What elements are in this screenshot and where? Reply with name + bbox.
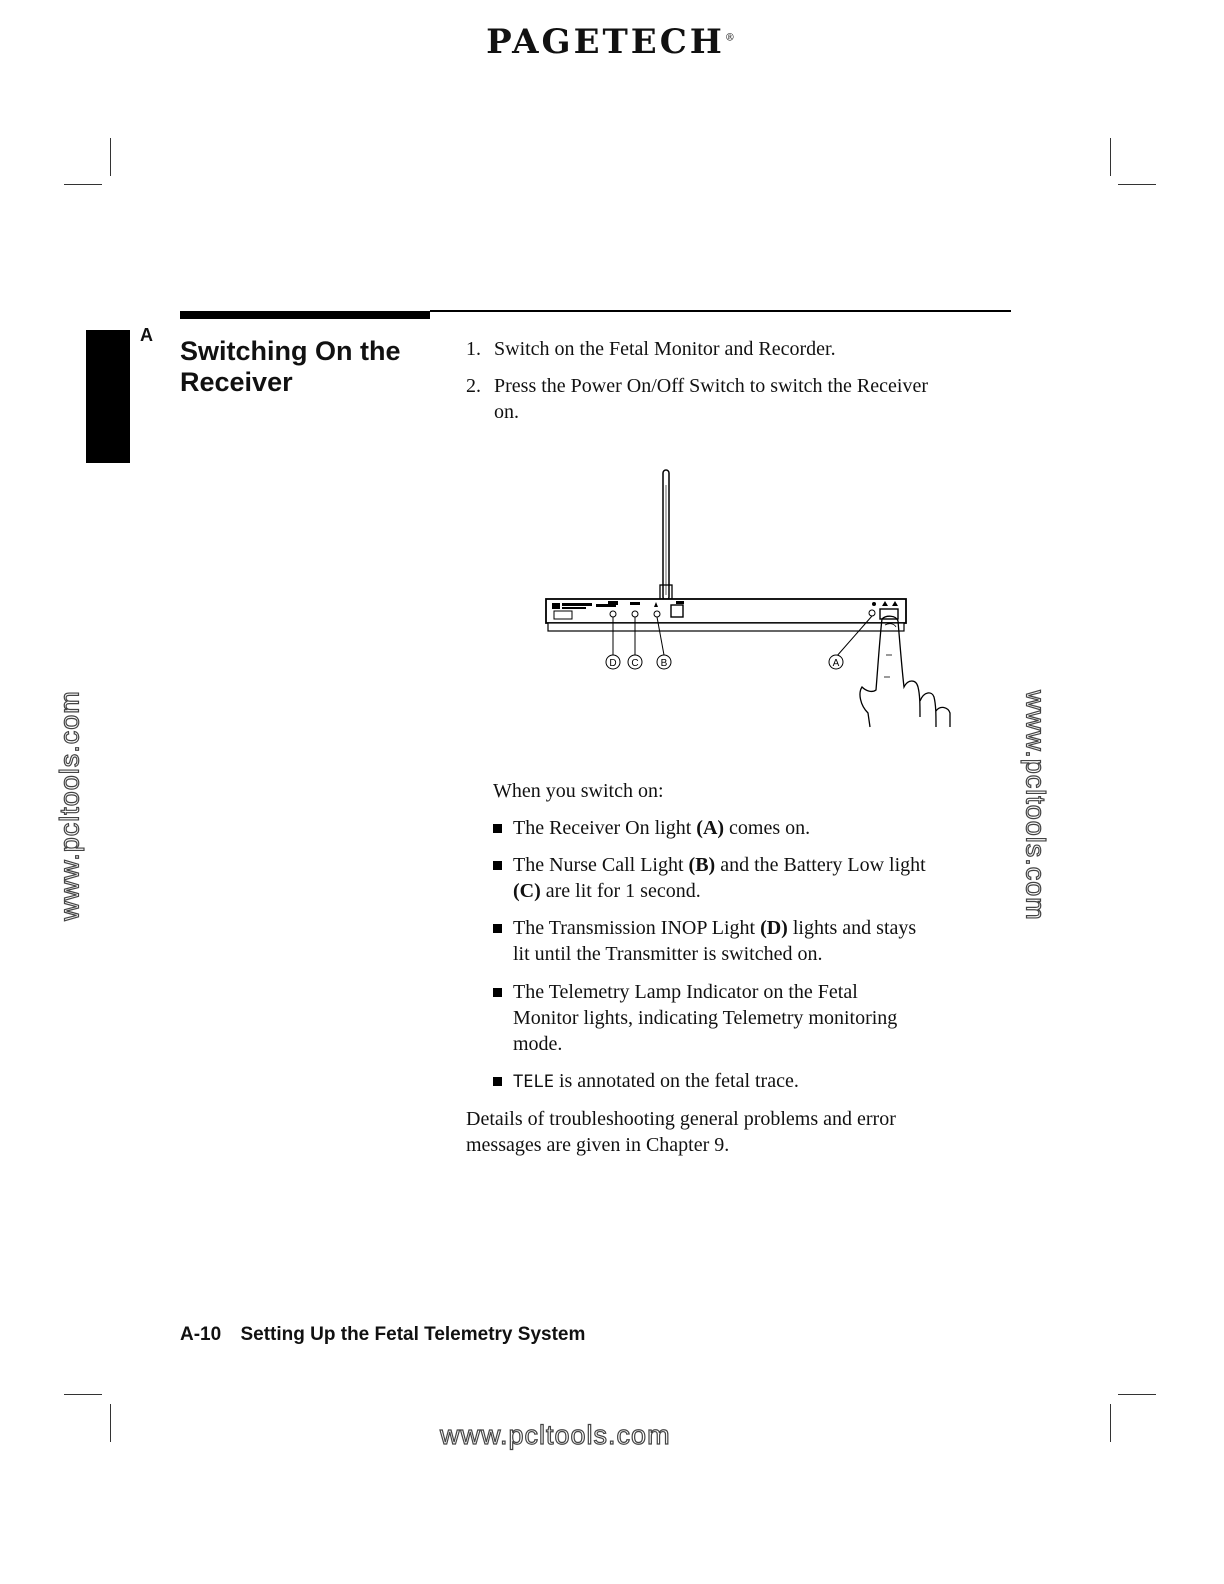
bullet-square-icon xyxy=(493,861,502,870)
bullet-text: Monitor lights, indicating Telemetry monitoring xyxy=(513,1007,898,1029)
callout-ref: (D) xyxy=(760,917,788,939)
details-line: messages are given in Chapter 9. xyxy=(466,1134,730,1156)
step-number: 2. xyxy=(466,375,481,397)
callout-ref: (A) xyxy=(696,817,725,839)
tele-code: TELE xyxy=(513,1072,554,1092)
step-number: 1. xyxy=(466,338,481,360)
watermark-right: www.pcltools.com xyxy=(1020,690,1051,921)
list-item xyxy=(493,815,1013,841)
list-item xyxy=(493,979,1013,1057)
bullet-text: The Nurse Call Light xyxy=(513,854,689,876)
details-paragraph xyxy=(466,1106,1026,1158)
bullet-text: is annotated on the fetal trace. xyxy=(553,1070,799,1092)
callout-c: C xyxy=(631,658,639,669)
bullet-text: The Receiver On light xyxy=(513,817,697,839)
bullet-text: The Telemetry Lamp Indicator on the Fetal xyxy=(513,981,858,1003)
details-line: Details of troubleshooting general problems and error xyxy=(466,1108,896,1130)
crop-mark xyxy=(110,138,111,176)
bullet-text: are lit for 1 second. xyxy=(540,880,701,902)
callout-b: B xyxy=(660,658,668,669)
crop-mark xyxy=(110,1404,111,1442)
footer-title: Setting Up the Fetal Telemetry System xyxy=(240,1324,586,1345)
content-rule xyxy=(430,310,1011,312)
crop-mark xyxy=(64,1394,102,1395)
bullet-text: mode. xyxy=(513,1033,563,1055)
crop-mark xyxy=(64,184,102,185)
crop-mark xyxy=(1118,184,1156,185)
list-item xyxy=(493,852,1013,904)
crop-mark xyxy=(1118,1394,1156,1395)
step-text: Press the Power On/Off Switch to switch the Receiver xyxy=(494,375,928,397)
callout-ref: (C) xyxy=(513,880,541,902)
step-text: on. xyxy=(494,401,519,423)
step-2 xyxy=(466,373,1026,429)
callout-d: D xyxy=(609,658,617,669)
pagetech-logo: PAGETECH® xyxy=(486,22,738,62)
bullet-square-icon xyxy=(493,988,502,997)
section-title: Switching On the Receiver xyxy=(180,336,401,397)
callout-ref: (B) xyxy=(688,854,716,876)
watermark-bottom: www.pcltools.com xyxy=(440,1420,671,1450)
bullet-square-icon xyxy=(493,924,502,933)
page-footer xyxy=(180,1324,585,1346)
bullet-text: The Transmission INOP Light xyxy=(513,917,761,939)
crop-mark xyxy=(1110,1404,1111,1442)
bullet-text: lit until the Transmitter is switched on. xyxy=(513,943,823,965)
bullet-text: and the Battery Low light xyxy=(715,854,926,876)
watermark-left: www.pcltools.com xyxy=(54,690,85,921)
list-item xyxy=(493,915,1013,967)
bullet-text: comes on. xyxy=(724,817,811,839)
crop-mark xyxy=(1110,138,1111,176)
callout-a: A xyxy=(832,658,840,669)
page-number: A-10 xyxy=(180,1324,222,1345)
bullet-square-icon xyxy=(493,1077,502,1086)
bullet-text: lights and stays xyxy=(787,917,917,939)
when-intro: When you switch on: xyxy=(493,780,664,802)
step-text: Switch on the Fetal Monitor and Recorder. xyxy=(494,338,836,360)
list-item xyxy=(493,1068,1013,1094)
section-tab-marker xyxy=(86,330,130,463)
section-tab-letter: A xyxy=(140,325,153,345)
bullet-square-icon xyxy=(493,824,502,833)
receiver-illustration xyxy=(540,465,970,735)
heading-rule xyxy=(180,311,430,319)
